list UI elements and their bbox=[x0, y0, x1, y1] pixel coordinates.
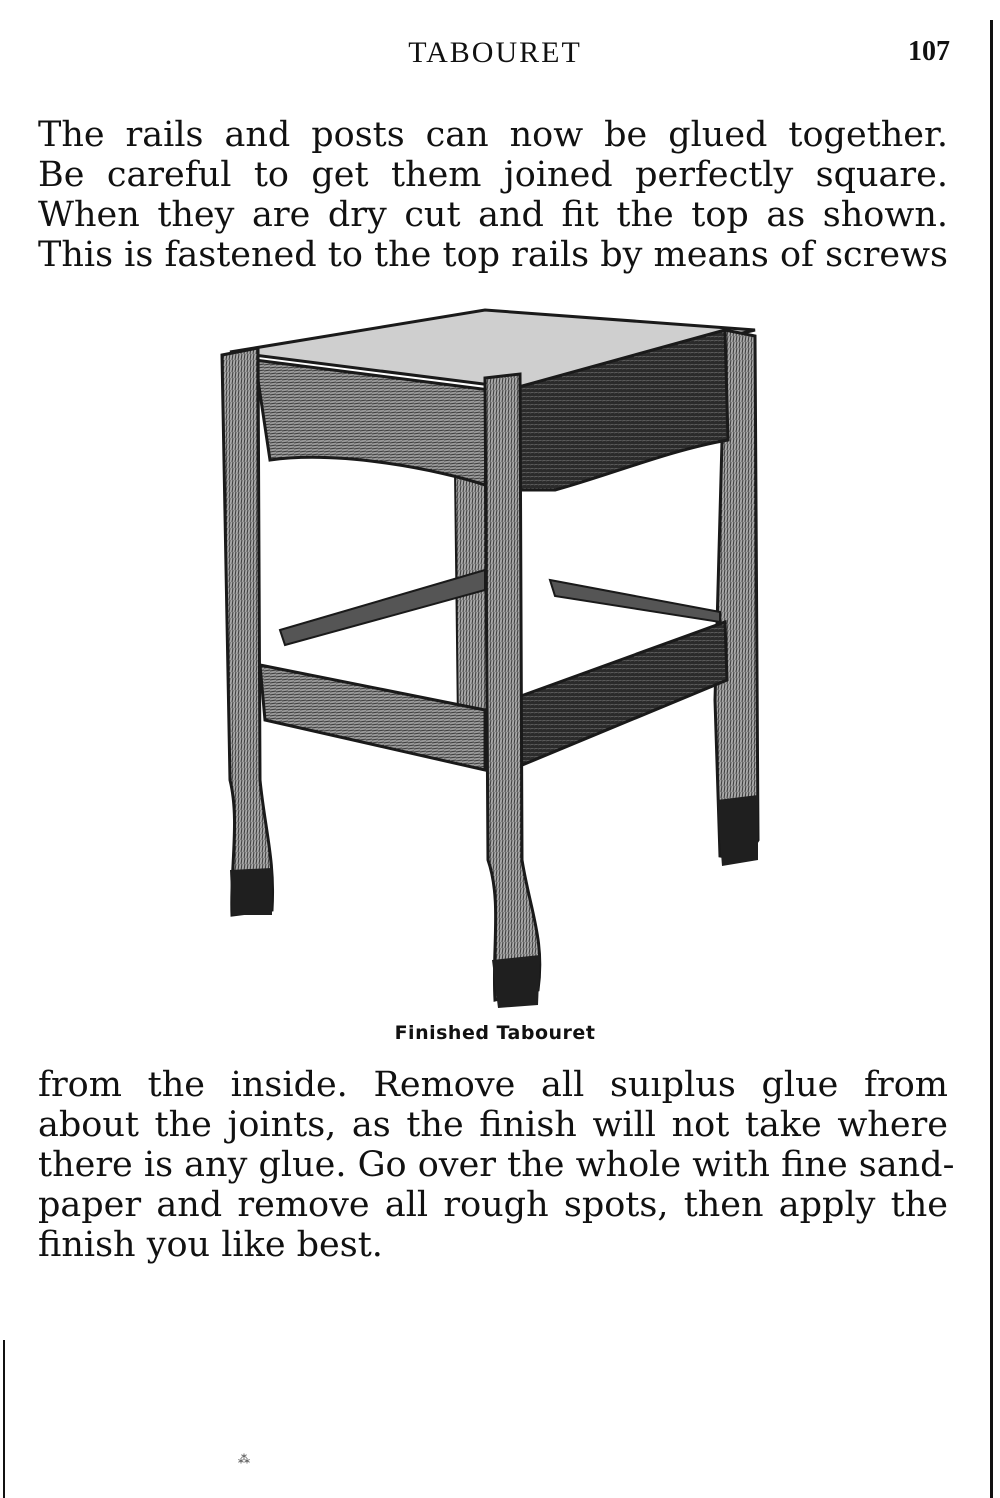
rail-lower-back-left bbox=[280, 570, 485, 645]
rail-lower-back-right bbox=[550, 580, 720, 622]
paragraph-bottom bbox=[38, 1065, 955, 1265]
text-line: Be careful to get them joined perfectly square. bbox=[38, 155, 948, 195]
text-line: finish you like best. bbox=[38, 1225, 383, 1265]
text-line: from the inside. Remove all suıplus glue from bbox=[38, 1065, 948, 1105]
figure-caption: Finished Tabouret bbox=[394, 1022, 596, 1044]
rail-lower-right bbox=[510, 622, 727, 768]
text-line: paper and remove all rough spots, then apply the bbox=[38, 1185, 948, 1225]
page-edge-right bbox=[990, 20, 993, 1498]
running-head: TABOURET bbox=[408, 36, 582, 69]
page-number: 107 bbox=[908, 36, 950, 67]
tabouret-illustration bbox=[210, 300, 770, 1020]
text-line: This is fastened to the top rails by means of screws bbox=[38, 235, 949, 275]
page-edge-left bbox=[3, 1340, 5, 1498]
text-line: The rails and posts can now be glued together. bbox=[38, 115, 948, 155]
foot-front-left bbox=[230, 868, 272, 915]
foot-back-right bbox=[717, 795, 758, 866]
paragraph-top bbox=[38, 115, 948, 275]
foot-front-center bbox=[492, 955, 540, 1008]
text-line: about the joints, as the finish will not take where bbox=[38, 1105, 948, 1145]
text-line: there is any glue. Go over the whole with fine sand- bbox=[38, 1145, 955, 1185]
page-header bbox=[40, 32, 950, 72]
ink-smudge: ⁂ bbox=[238, 1452, 250, 1466]
rail-lower-left bbox=[260, 665, 485, 770]
text-line: When they are dry cut and fit the top as shown. bbox=[38, 195, 948, 235]
tabouret-drawing bbox=[210, 300, 770, 1020]
